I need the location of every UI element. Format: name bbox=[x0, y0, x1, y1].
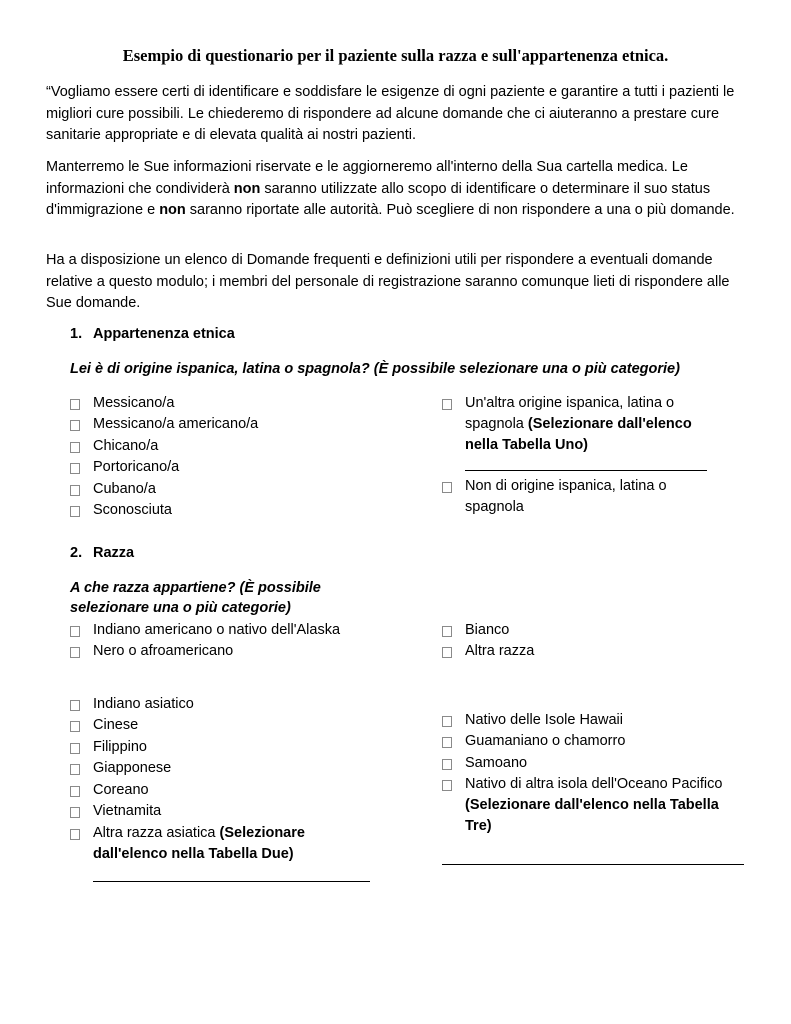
checkbox-portoricano[interactable] bbox=[70, 463, 80, 474]
checkbox-indiano-americano[interactable] bbox=[70, 626, 80, 637]
checkbox-samoano[interactable] bbox=[442, 759, 452, 770]
intro-p2-text-a: Manterremo le Sue informazioni riservate e le aggiorneremo all'interno della Sua cartella medica. Le informazioni che condividerà bbox=[46, 159, 688, 197]
option-altra-origine-ispanica bbox=[465, 393, 692, 456]
checkbox-giapponese[interactable] bbox=[70, 764, 80, 775]
section-1-number: 1. bbox=[70, 326, 83, 342]
checkbox-altra-origine-ispanica[interactable] bbox=[442, 399, 452, 410]
checkbox-altra-isola-pacifico[interactable] bbox=[442, 780, 452, 791]
write-in-line-ethnicity[interactable] bbox=[465, 470, 707, 471]
section-2-question-line-2: selezionare una o più categorie) bbox=[70, 600, 291, 616]
option-pacifico-table-note: Tre) bbox=[465, 818, 492, 834]
option-altra-origine-table-note: nella Tabella Uno) bbox=[465, 437, 589, 453]
checkbox-nativo-hawaii[interactable] bbox=[442, 716, 452, 727]
intro-paragraph-3: Ha a disposizione un elenco di Domande frequenti e definizioni utili per rispondere a eventuali domande relative a questo modulo; i membri del personale di registrazione saranno comunque lieti di rispondere alle Sue domande. bbox=[46, 252, 730, 311]
option-portoricano: Portoricano/a bbox=[93, 459, 180, 475]
option-coreano: Coreano bbox=[93, 782, 149, 798]
checkbox-cinese[interactable] bbox=[70, 721, 80, 732]
checkbox-sconosciuta[interactable] bbox=[70, 506, 80, 517]
option-messicano-americano: Messicano/a americano/a bbox=[93, 416, 259, 432]
checkbox-cubano[interactable] bbox=[70, 485, 80, 496]
option-pacifico-line-2 bbox=[465, 795, 722, 816]
checkbox-non-ispanica[interactable] bbox=[442, 482, 452, 493]
checkbox-messicano-americano[interactable] bbox=[70, 420, 80, 431]
page-title: Esempio di questionario per il paziente sulla razza e sull'appartenenza etnica. bbox=[122, 46, 669, 65]
section-1-heading bbox=[70, 326, 235, 342]
section-1-question: Lei è di origine ispanica, latina o spagnola? (È possibile selezionare una o più categorie) bbox=[70, 361, 680, 377]
checkbox-nero[interactable] bbox=[70, 647, 80, 658]
checkbox-altra-razza-asiatica[interactable] bbox=[70, 829, 80, 840]
option-altra-isola-pacifico bbox=[465, 774, 722, 837]
option-pacifico-select-note: (Selezionare dall'elenco nella Tabella bbox=[465, 797, 719, 813]
option-altra-asiatica-line-1 bbox=[93, 823, 305, 844]
checkbox-messicano[interactable] bbox=[70, 399, 80, 410]
intro-paragraph-1: “Vogliamo essere certi di identificare e soddisfare le esigenze di ogni paziente e garantire a tutti i pazienti le migliori cure possibili. Le chiederemo di rispondere ad alcune domande che ci aiuteranno a prestare cure sanitarie appropriate e di elevata qualità ai nostri pazienti. bbox=[46, 84, 735, 143]
option-altra-asiatica-select-note: (Selezionare bbox=[219, 825, 305, 841]
section-2-question-line-1: A che razza appartiene? (È possibile bbox=[70, 580, 321, 596]
checkbox-filippino[interactable] bbox=[70, 743, 80, 754]
intro-paragraph-2 bbox=[46, 157, 746, 222]
checkbox-coreano[interactable] bbox=[70, 786, 80, 797]
option-giapponese: Giapponese bbox=[93, 760, 172, 776]
option-chicano: Chicano/a bbox=[93, 438, 159, 454]
option-non-ispanica-line-2: spagnola bbox=[465, 499, 524, 515]
checkbox-bianco[interactable] bbox=[442, 626, 452, 637]
intro-p2-non-1: non bbox=[233, 180, 261, 197]
option-sconosciuta: Sconosciuta bbox=[93, 502, 172, 518]
option-guamaniano: Guamaniano o chamorro bbox=[465, 733, 626, 749]
checkbox-altra-razza[interactable] bbox=[442, 647, 452, 658]
option-altra-asiatica-text: Altra razza asiatica bbox=[93, 825, 220, 841]
option-messicano: Messicano/a bbox=[93, 395, 175, 411]
option-altra-asiatica-line-2 bbox=[93, 844, 305, 865]
option-altra-razza: Altra razza bbox=[465, 643, 535, 659]
option-pacifico-line-3 bbox=[465, 816, 722, 837]
option-altra-origine-line-1: Un'altra origine ispanica, latina o bbox=[465, 395, 675, 411]
write-in-line-pacific[interactable] bbox=[442, 864, 744, 865]
section-2-title: Razza bbox=[93, 545, 135, 561]
option-samoano: Samoano bbox=[465, 755, 528, 771]
option-altra-origine-spagnola: spagnola bbox=[465, 416, 528, 432]
intro-p2-text-c: saranno riportate alle autorità. Può scegliere di non rispondere a una o più domande. bbox=[185, 202, 735, 218]
option-nero: Nero o afroamericano bbox=[93, 643, 234, 659]
option-altra-origine-select-note: (Selezionare dall'elenco bbox=[527, 416, 692, 432]
option-cinese: Cinese bbox=[93, 717, 139, 733]
checkbox-vietnamita[interactable] bbox=[70, 807, 80, 818]
option-filippino: Filippino bbox=[93, 739, 147, 755]
option-altra-origine-line-2 bbox=[465, 414, 692, 435]
option-vietnamita: Vietnamita bbox=[93, 803, 162, 819]
option-cubano: Cubano/a bbox=[93, 481, 156, 497]
section-2-number: 2. bbox=[70, 545, 83, 561]
option-indiano-asiatico: Indiano asiatico bbox=[93, 696, 194, 712]
checkbox-chicano[interactable] bbox=[70, 442, 80, 453]
option-nativo-hawaii: Nativo delle Isole Hawaii bbox=[465, 712, 623, 728]
option-non-ispanica-line-1: Non di origine ispanica, latina o bbox=[465, 478, 667, 494]
option-altra-origine-line-3 bbox=[465, 435, 692, 456]
option-altra-asiatica-table-note: dall'elenco nella Tabella Due) bbox=[93, 846, 294, 862]
section-2-heading bbox=[70, 545, 134, 561]
option-non-ispanica bbox=[465, 476, 667, 518]
checkbox-indiano-asiatico[interactable] bbox=[70, 700, 80, 711]
write-in-line-asian[interactable] bbox=[93, 881, 370, 882]
option-indiano-americano: Indiano americano o nativo dell'Alaska bbox=[93, 622, 341, 638]
option-pacifico-line-1: Nativo di altra isola dell'Oceano Pacifico bbox=[465, 776, 723, 792]
checkbox-guamaniano[interactable] bbox=[442, 737, 452, 748]
option-altra-razza-asiatica bbox=[93, 823, 305, 865]
intro-p2-non-2: non bbox=[159, 202, 186, 218]
section-1-title: Appartenenza etnica bbox=[93, 326, 235, 342]
intro-p2-text-b: saranno utilizzate allo scopo di identificare o determinare il suo status d'immigrazione e bbox=[46, 180, 711, 218]
section-2-question bbox=[70, 578, 321, 618]
option-bianco: Bianco bbox=[465, 622, 510, 638]
